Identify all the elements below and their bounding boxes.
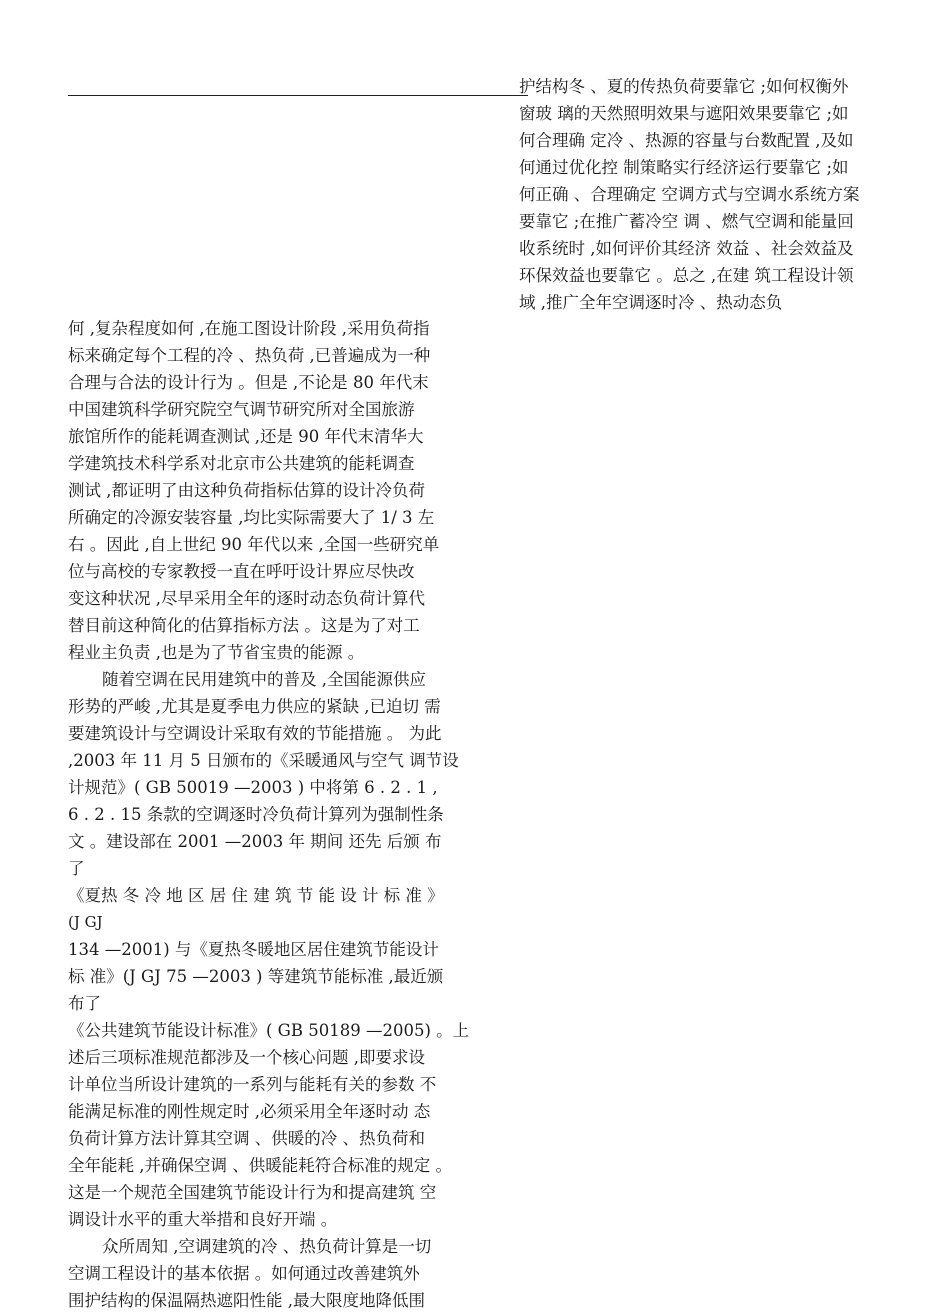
text-line: 《公共建筑节能设计标准》( GB 50189 —2005) 。上: [68, 1021, 470, 1040]
text-line: 合理与合法的设计行为 。但是 ,不论是 80 年代末: [68, 373, 429, 392]
text-line: 何 ,复杂程度如何 ,在施工图设计阶段 ,采用负荷指: [68, 319, 430, 338]
text-line: 计单位当所设计建筑的一系列与能耗有关的参数 不: [68, 1075, 437, 1094]
text-line: 变这种状况 ,尽早采用全年的逐时动态负荷计算代: [68, 589, 425, 608]
text-line: 围护结构的保温隔热遮阳性能 ,最大限度地降低围: [68, 1291, 425, 1310]
text-line: 《夏热 冬 冷 地 区 居 住 建 筑 节 能 设 计 标 准 》: [68, 886, 444, 905]
header-rule: [68, 95, 528, 96]
text-line: 要建筑设计与空调设计采取有效的节能措施 。 为此: [68, 724, 442, 743]
text-line: 位与高校的专家教授一直在呼吁设计界应尽快改: [68, 562, 415, 581]
text-line: 何通过优化控 制策略实行经济运行要靠它 ;如: [519, 158, 849, 177]
text-line: 计规范》( GB 50019 —2003 ) 中将第 6 . 2 . 1 ,: [68, 778, 438, 797]
text-line: 负荷计算方法计算其空调 、供暖的冷 、热负荷和: [68, 1129, 425, 1148]
text-line: 标 准》(J GJ 75 —2003 ) 等建筑节能标准 ,最近颁: [68, 967, 444, 986]
text-line: (J GJ: [68, 913, 103, 931]
text-line: 替目前这种简化的估算指标方法 。这是为了对工: [68, 616, 420, 635]
text-line: 要靠它 ;在推广蓄冷空 调 、燃气空调和能量回: [519, 212, 854, 231]
text-line: 述后三项标准规范都涉及一个核心问题 ,即要求设: [68, 1048, 425, 1067]
text-line: 窗玻 璃的天然照明效果与遮阳效果要靠它 ;如: [519, 104, 849, 123]
text-line: 调设计水平的重大举措和良好开端 。: [68, 1210, 338, 1229]
text-line: 域 ,推广全年空调逐时冷 、热动态负: [519, 293, 783, 312]
paragraph-start-line: 随着空调在民用建筑中的普及 ,全国能源供应: [102, 670, 426, 689]
text-line: 测试 ,都证明了由这种负荷指标估算的设计冷负荷: [68, 481, 425, 500]
left-column-text: [68, 315, 488, 1314]
text-line: 布了: [68, 994, 101, 1013]
text-line: 何正确 、合理确定 空调方式与空调水系统方案: [519, 185, 860, 204]
text-line: 右 。因此 ,自上世纪 90 年代以来 ,全国一些研究单: [68, 535, 440, 554]
text-line: 了: [68, 859, 85, 878]
text-line: 空调工程设计的基本依据 。如何通过改善建筑外: [68, 1264, 420, 1283]
text-line: 护结构冬 、夏的传热负荷要靠它 ;如何权衡外: [519, 77, 849, 96]
text-line: 6 . 2 . 15 条款的空调逐时冷负荷计算列为强制性条: [68, 805, 444, 824]
text-line: 程业主负责 ,也是为了节省宝贵的能源 。: [68, 643, 365, 662]
text-line: 学建筑技术科学系对北京市公共建筑的能耗调查: [68, 454, 415, 473]
text-line: 收系统时 ,如何评价其经济 效益 、社会效益及: [519, 239, 854, 258]
text-line: 这是一个规范全国建筑节能设计行为和提高建筑 空: [68, 1183, 437, 1202]
text-line: 全年能耗 ,并确保空调 、供暖能耗符合标准的规定 。: [68, 1156, 452, 1175]
right-column-text: [519, 73, 919, 316]
text-line: 能满足标准的刚性规定时 ,必须采用全年逐时动 态: [68, 1102, 431, 1121]
text-line: 形势的严峻 ,尤其是夏季电力供应的紧缺 ,已迫切 需: [68, 697, 441, 716]
text-line: 旅馆所作的能耗调查测试 ,还是 90 年代末清华大: [68, 427, 424, 446]
text-line: 134 —2001) 与《夏热冬暖地区居住建筑节能设计: [68, 940, 439, 959]
text-line: ,2003 年 11 月 5 日颁布的《采暖通风与空气 调节设: [68, 751, 459, 770]
paragraph-start-line: 众所周知 ,空调建筑的冷 、热负荷计算是一切: [102, 1237, 432, 1256]
text-line: 何合理确 定冷 、热源的容量与台数配置 ,及如: [519, 131, 854, 150]
text-line: 标来确定每个工程的冷 、热负荷 ,已普遍成为一种: [68, 346, 431, 365]
text-line: 所确定的冷源安装容量 ,均比实际需要大了 1/ 3 左: [68, 508, 435, 527]
text-line: 环保效益也要靠它 。总之 ,在建 筑工程设计领: [519, 266, 854, 285]
text-line: 文 。建设部在 2001 —2003 年 期间 还先 后颁 布: [68, 832, 442, 851]
text-line: 中国建筑科学研究院空气调节研究所对全国旅游: [68, 400, 415, 419]
